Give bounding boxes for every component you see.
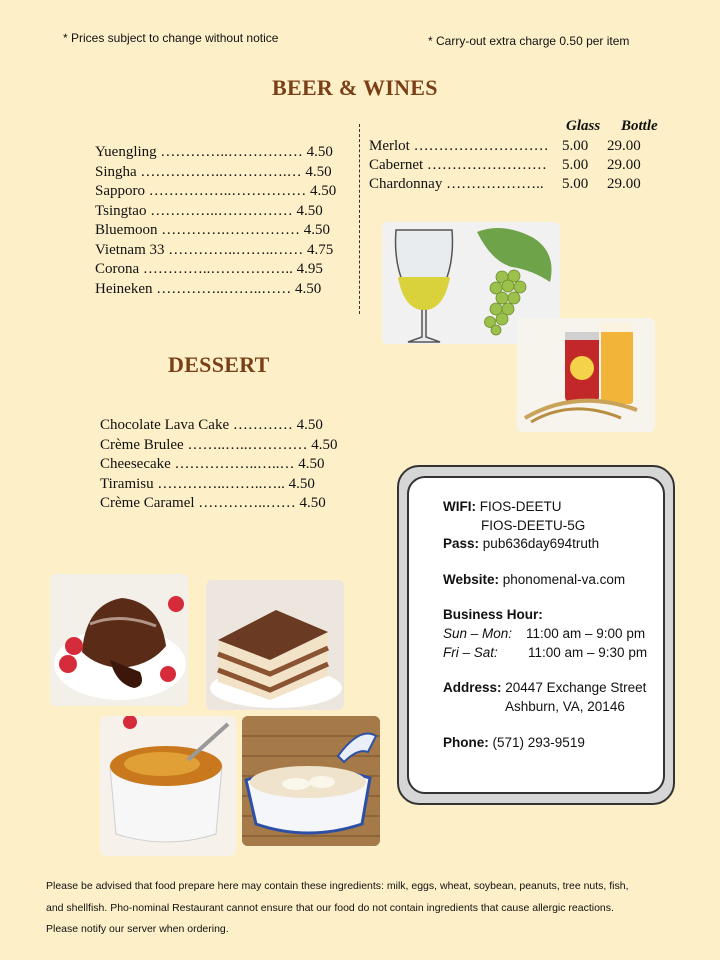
allergy-line-1: Please be advised that food prepare here may contain these ingredients: milk, eggs, wheat, soybean, peanuts, tree nuts, fish, xyxy=(46,880,629,892)
list-item: Sapporo ……………..…………… 4.50 xyxy=(95,183,337,199)
column-divider xyxy=(359,124,360,314)
list-item: Tsingtao …………..…………… 4.50 xyxy=(95,202,323,219)
creme-brulee-image xyxy=(100,716,236,856)
che-dessert-image xyxy=(242,716,380,846)
list-item: Cheesecake ……………..…..… 4.50 xyxy=(100,456,325,472)
price-notice: * Prices subject to change without notice xyxy=(63,31,279,45)
beer-wines-title: BEER & WINES xyxy=(272,75,438,100)
list-item: Singha ……………..………….… 4.50 xyxy=(95,163,332,180)
glass-header: Glass xyxy=(566,118,601,134)
wifi-password: pub636day694truth xyxy=(482,536,600,551)
list-item: Chocolate Lava Cake ………… 4.50 xyxy=(100,417,323,433)
dessert-title: DESSERT xyxy=(168,352,270,377)
wifi-network-1: FIOS-DEETU xyxy=(479,499,562,514)
list-item: Merlot ……………………… 5.00 29.00 xyxy=(369,138,641,154)
hours-label: Business Hour: xyxy=(443,607,543,622)
beer-can-image xyxy=(517,318,655,432)
allergy-line-2: and shellfish. Pho-nominal Restaurant cannot ensure that our food do not contain ingredients that cause allergic reactions. xyxy=(46,901,614,914)
hours-row: Sun – Mon: 11:00 am – 9:00 pm xyxy=(443,626,646,641)
wine-list xyxy=(369,138,641,195)
list-item: Crème Caramel …………..…… 4.50 xyxy=(100,495,326,511)
hours-row: Fri – Sat: 11:00 am – 9:30 pm xyxy=(443,645,648,660)
pass-label: Pass: xyxy=(443,536,480,551)
address-line-2: Ashburn, VA, 20146 xyxy=(505,699,625,714)
list-item: Heineken …………..……..…… 4.50 xyxy=(95,280,322,297)
wifi-network-2: FIOS-DEETU-5G xyxy=(481,518,586,533)
business-hours xyxy=(443,605,647,662)
phone-line xyxy=(443,733,585,752)
address-line-1: 20447 Exchange Street xyxy=(505,680,647,695)
bottle-header: Bottle xyxy=(621,118,658,134)
wifi-label: WIFI: xyxy=(443,499,476,514)
list-item: Tiramisu …………..……..….. 4.50 xyxy=(100,475,315,492)
website-line xyxy=(443,570,625,589)
list-item: Chardonnay ……………….. 5.00 29.00 xyxy=(369,176,641,192)
dessert-list xyxy=(100,416,337,514)
list-item: Corona …………..…………….. 4.95 xyxy=(95,261,323,277)
list-item: Crème Brulee ……..…..………… 4.50 xyxy=(100,436,338,453)
list-item: Cabernet …………………… 5.00 29.00 xyxy=(369,157,641,173)
list-item: Vietnam 33 …………..……..…… 4.75 xyxy=(95,241,334,258)
tiramisu-image xyxy=(206,580,344,710)
allergy-line-3: Please notify our server when ordering. xyxy=(46,923,229,935)
list-item: Bluemoon ………….…………… 4.50 xyxy=(95,222,330,238)
website-value: phonomenal-va.com xyxy=(502,572,626,587)
allergy-notice xyxy=(46,876,686,941)
address-block xyxy=(443,678,646,716)
phone-label: Phone: xyxy=(443,735,489,750)
password-line xyxy=(443,534,599,553)
list-item: Yuengling …………..…………… 4.50 xyxy=(95,144,333,160)
lava-cake-image xyxy=(50,574,188,706)
address-label: Address: xyxy=(443,680,502,695)
carryout-notice: * Carry-out extra charge 0.50 per item xyxy=(428,34,630,48)
beer-list xyxy=(95,143,336,299)
wifi-block xyxy=(443,497,585,535)
website-label: Website: xyxy=(443,572,500,587)
phone-value: (571) 293-9519 xyxy=(492,735,585,750)
